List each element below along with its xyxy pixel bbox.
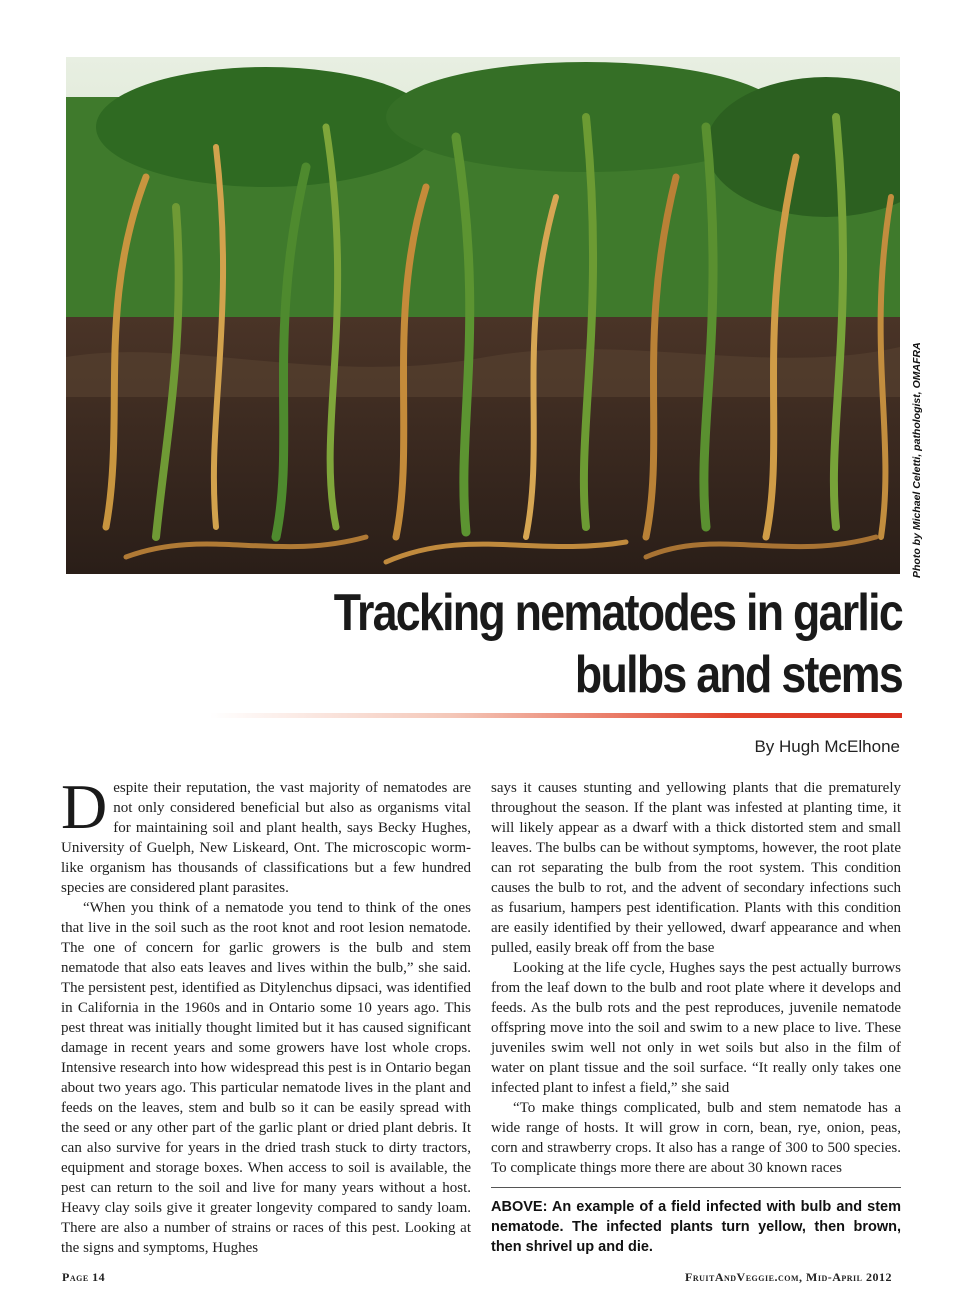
photo-credit: Photo by Michael Celetti, pathologist, OMAFRA xyxy=(911,342,923,578)
photo-caption: ABOVE: An example of a field infected with bulb and stem nematode. The infected plants turn yellow, then brown, then shrivel up and die. xyxy=(491,1199,901,1255)
paragraph-text: espite their reputation, the vast majority of nematodes are not only considered beneficial but also as organisms vital for maintaining soil and plant health, says Becky Hughes, University of Guelph, New Liskeard, Ont. The microscopic worm-like organism has thousands of classifications but a few hundred species are considered plant parasites. xyxy=(61,780,471,896)
paragraph xyxy=(61,771,471,898)
paragraph: Looking at the life cycle, Hughes says the pest actually burrows from the leaf down to the bulb and root plate where it develops and feeds. As the bulb rots and the pest reproduces, juvenile nematode offspring move into the soil and swim to a new place to live. These juveniles swim well not only in wet soils but also in the film of water on plant tissue and the soil surface. “It really only takes one infected plant to infest a field,” she said xyxy=(491,960,901,1096)
headline-line-2: bulbs and stems xyxy=(574,646,902,704)
right-column xyxy=(491,778,901,1178)
paragraph: “To make things complicated, bulb and stem nematode has a wide range of hosts. It will grow in corn, bean, rye, onion, peas, corn and strawberry crops. It also has a range of 300 to 500 species. To complicate things more there are about 30 known races xyxy=(491,1100,901,1176)
headline-line-1: Tracking nematodes in garlic xyxy=(333,584,902,642)
caption-divider xyxy=(491,1187,901,1188)
publication-line: FruitAndVeggie.com, Mid-April 2012 xyxy=(685,1270,892,1284)
byline: By Hugh McElhone xyxy=(754,737,900,756)
page-number: Page 14 xyxy=(62,1270,106,1284)
paragraph: “When you think of a nematode you tend to think of the ones that live in the soil such as the root knot and root lesion nematode. The one of concern for garlic growers is the bulb and stem nematode that also eats leaves and lives within the bulb,” she said. The persistent pest, identified as Ditylenchus dipsaci, was identified in California in the 1960s and in Ontario some 10 years ago. This pest threat was initially thought limited but it has caused significant damage in recent years and some growers have lost whole crops. Intensive research into how widespread this pest is in Ontario began about two years ago. This particular nematode lives in the plant and feeds on the leaves, stem and bulb so it can be easily spread with the seed or any other part of the garlic plant or dried plant debris. It can also survive for years in the dried trash stuck to dirty tractors, equipment and storage boxes. When access to soil is available, the pest can return to the soil and live for many years without a host. Heavy clay soils give it greater longevity compared to sandy loam. There are also a number of strains or races of this pest. Looking at the signs and symptoms, Hughes xyxy=(61,900,471,1256)
article-photo xyxy=(66,57,900,574)
drop-cap: D xyxy=(61,771,108,842)
article-headline xyxy=(248,582,902,706)
accent-rule xyxy=(210,713,902,718)
paragraph: says it causes stunting and yellowing plants that die prematurely throughout the season. If the plant was infested at planting time, it will likely appear as a dwarf with a thick distorted stem and small leaves. The bulbs can be without symptoms, however, the root plate can rot separating the bulb from the root system. This condition causes the bulb to rot, and the advent of secondary infections such as fusarium, hampers pest identification. Plants with this condition are easily identified by their yellowed, dwarf appearance and when pulled, easily break off from the base xyxy=(491,780,901,956)
left-column xyxy=(61,771,471,1258)
